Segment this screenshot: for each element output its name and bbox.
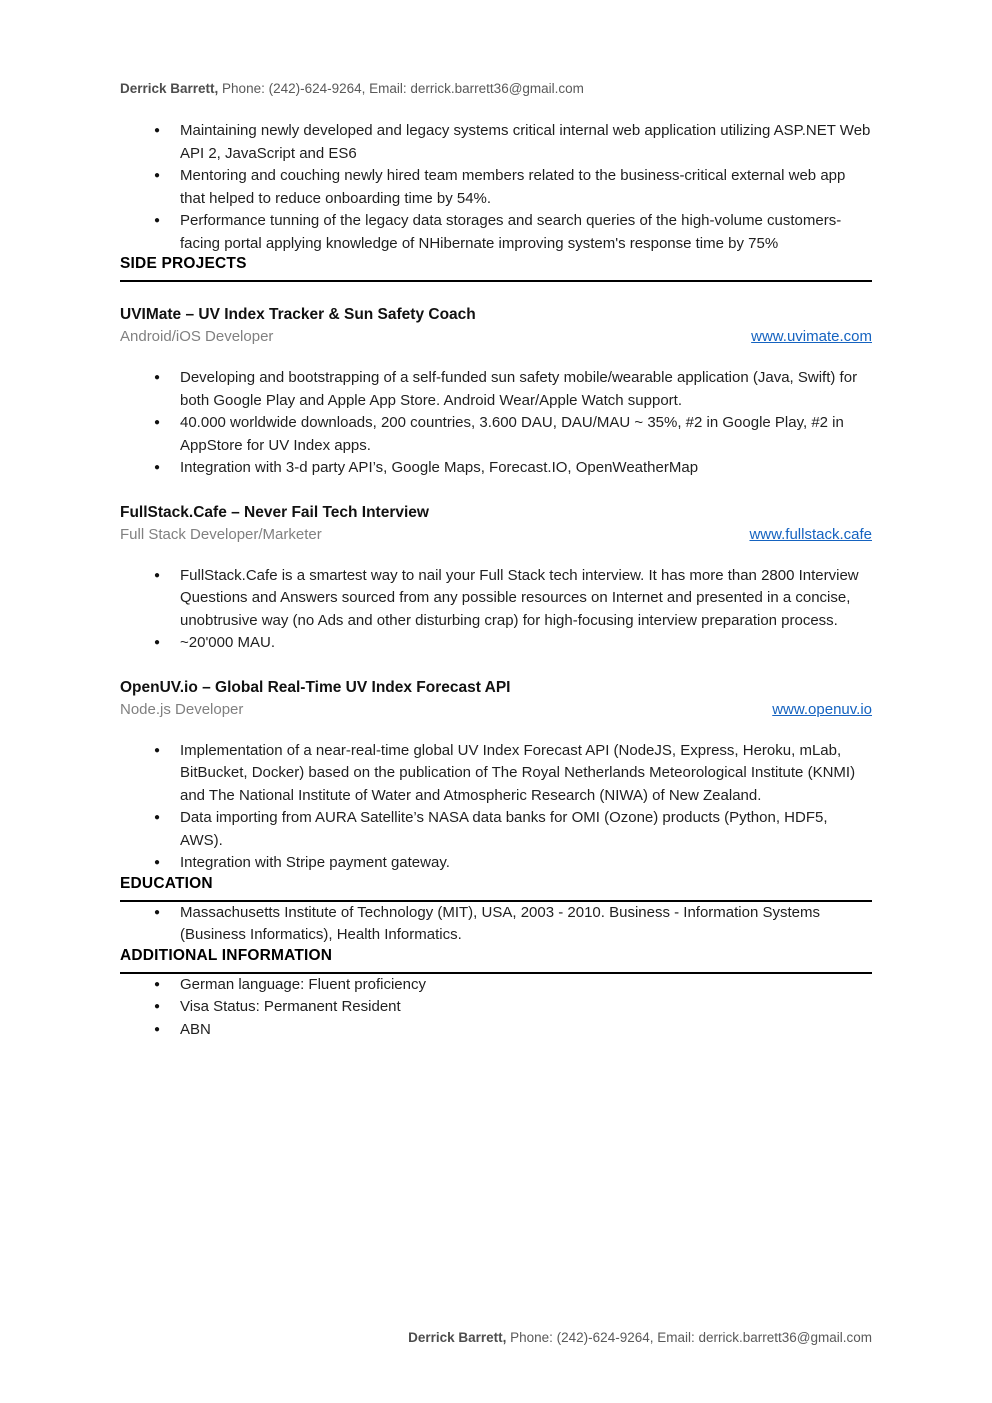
bullet-item: ● Mentoring and couching newly hired team members related to the business-critical external web app that helped to reduce onboarding time by 54%. bbox=[180, 165, 872, 210]
additional-bullet-list bbox=[120, 974, 872, 1042]
project-title: FullStack.Cafe – Never Fail Tech Interview bbox=[120, 503, 429, 521]
project-bullet-list bbox=[120, 565, 872, 655]
project-openuv bbox=[120, 677, 872, 875]
project-link[interactable]: www.fullstack.cafe bbox=[749, 525, 872, 543]
bullet-item: ● Maintaining newly developed and legacy systems critical internal web application utilizing ASP.NET Web API 2, JavaScript and ES6 bbox=[180, 120, 872, 165]
project-title: OpenUV.io – Global Real-Time UV Index Forecast API bbox=[120, 678, 511, 696]
project-bullet-list bbox=[120, 367, 872, 480]
bullet-item: ● Integration with 3-d party API’s, Google Maps, Forecast.IO, OpenWeatherMap bbox=[180, 457, 872, 480]
project-subrow bbox=[120, 700, 872, 720]
project-role: Node.js Developer bbox=[120, 700, 244, 718]
footer-contact: Phone: (242)-624-9264, Email: derrick.barrett36@gmail.com bbox=[506, 1330, 872, 1345]
footer-name: Derrick Barrett, bbox=[408, 1330, 507, 1345]
education-bullet-list bbox=[120, 902, 872, 947]
project-link[interactable]: www.uvimate.com bbox=[751, 328, 872, 345]
project-role: Android/iOS Developer bbox=[120, 328, 274, 345]
bullet-item: ● Developing and bootstrapping of a self-funded sun safety mobile/wearable application (Java, Swift) for both Google Play and Apple App Store. Android Wear/Apple Watch support. bbox=[180, 367, 872, 412]
project-bullet-list bbox=[120, 740, 872, 875]
project-subrow bbox=[120, 327, 872, 347]
experience-bullet-list bbox=[120, 120, 872, 255]
header-name: Derrick Barrett, bbox=[120, 81, 219, 96]
section-heading-education: EDUCATION bbox=[120, 875, 872, 902]
project-uvimate bbox=[120, 304, 872, 480]
page-footer bbox=[120, 1329, 872, 1347]
project-role: Full Stack Developer/Marketer bbox=[120, 525, 322, 543]
bullet-item: ● Implementation of a near-real-time global UV Index Forecast API (NodeJS, Express, Heroku, mLab, BitBucket, Docker) based on the publication of The Royal Netherlands Meteorological Institute (KNMI) and The National Institute of Water and Atmospheric Research (NIWA) of New Zealand. bbox=[180, 740, 872, 808]
bullet-item: ● ~20'000 MAU. bbox=[180, 632, 872, 655]
bullet-item: ● ABN bbox=[180, 1019, 872, 1042]
bullet-item: ● FullStack.Cafe is a smartest way to nail your Full Stack tech interview. It has more than 2800 Interview Questions and Answers sourced from any possible resources on Internet and presented in a concise, unobtrusive way (no Ads and other disturbing crap) for high-focusing interview preparation process. bbox=[180, 565, 872, 633]
page-header bbox=[120, 80, 872, 98]
project-title: UVIMate – UV Index Tracker & Sun Safety Coach bbox=[120, 306, 476, 323]
bullet-item: ● Integration with Stripe payment gateway. bbox=[180, 852, 872, 875]
bullet-item: ● Visa Status: Permanent Resident bbox=[180, 996, 872, 1019]
bullet-item: ● 40.000 worldwide downloads, 200 countries, 3.600 DAU, DAU/MAU ~ 35%, #2 in Google Play, #2 in AppStore for UV Index apps. bbox=[180, 412, 872, 457]
header-contact: Phone: (242)-624-9264, Email: derrick.barrett36@gmail.com bbox=[218, 81, 584, 96]
bullet-item: ● German language: Fluent proficiency bbox=[180, 974, 872, 997]
bullet-item: ● Performance tunning of the legacy data storages and search queries of the high-volume customers-facing portal applying knowledge of NHibernate improving system's response time by 75% bbox=[180, 210, 872, 255]
section-heading-additional-information: ADDITIONAL INFORMATION bbox=[120, 947, 872, 974]
project-fullstack-cafe bbox=[120, 502, 872, 655]
project-link[interactable]: www.openuv.io bbox=[772, 700, 872, 718]
bullet-item: ● Massachusetts Institute of Technology (MIT), USA, 2003 - 2010. Business - Information Systems (Business Informatics), Health Informatics. bbox=[180, 902, 872, 947]
bullet-item: ● Data importing from AURA Satellite’s NASA data banks for OMI (Ozone) products (Python, HDF5, AWS). bbox=[180, 807, 872, 852]
section-heading-side-projects: SIDE PROJECTS bbox=[120, 255, 872, 282]
project-subrow bbox=[120, 525, 872, 545]
